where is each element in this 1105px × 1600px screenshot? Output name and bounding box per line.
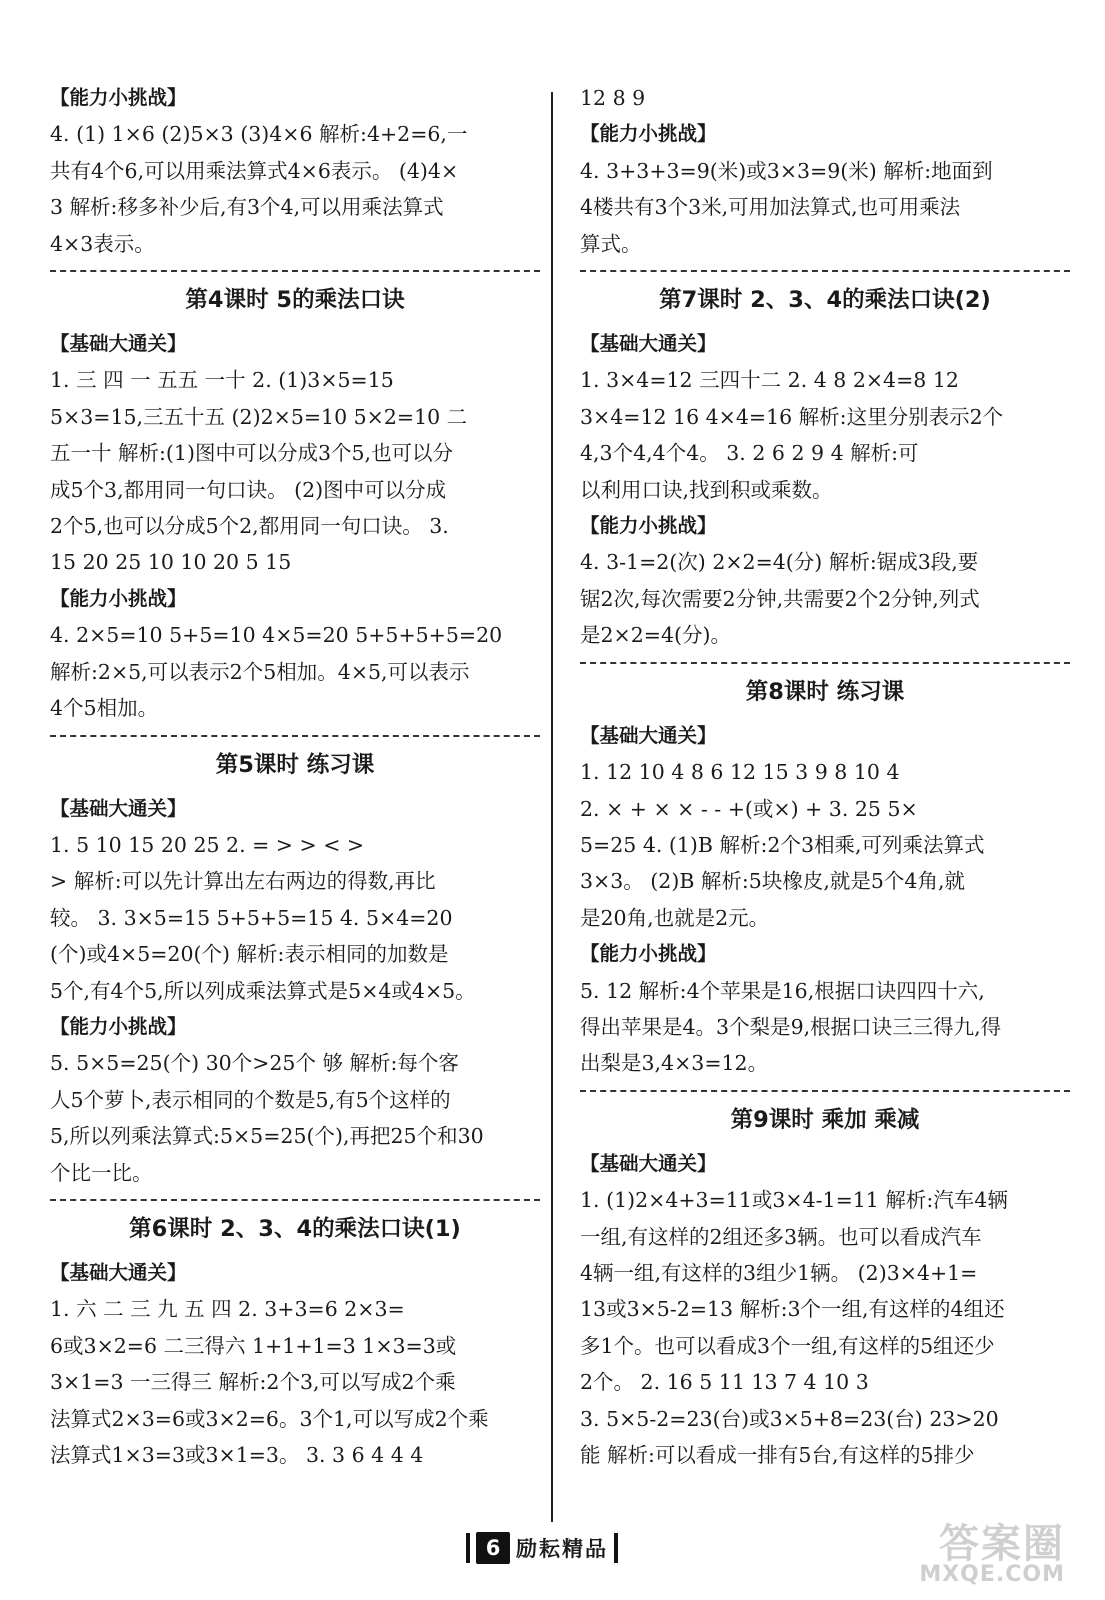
text-line: 4. (1) 1×6 (2)5×3 (3)4×6 解析:4+2=6,一 bbox=[50, 122, 468, 147]
section-title: 第9课时 乘加 乘减 bbox=[730, 1106, 920, 1133]
text-line: 4×3表示。 bbox=[50, 231, 155, 256]
text-line: 2个。 2. 16 5 11 13 7 4 10 3 bbox=[580, 1370, 869, 1395]
section-tag: 【基础大通关】 bbox=[580, 723, 717, 747]
section-tag: 【基础大通关】 bbox=[580, 332, 717, 356]
section-tag: 【能力小挑战】 bbox=[50, 586, 187, 610]
text-line: 一组,有这样的2组还多3辆。也可以看成汽车 bbox=[580, 1224, 982, 1249]
page-footer bbox=[466, 1528, 618, 1568]
text-line: 4. 3+3+3=9(米)或3×3=9(米) 解析:地面到 bbox=[580, 158, 993, 183]
text-line: 3 解析:移多补少后,有3个4,可以用乘法算式 bbox=[50, 195, 444, 220]
section-tag: 【能力小挑战】 bbox=[50, 1014, 187, 1038]
section-title: 第5课时 练习课 bbox=[215, 751, 375, 778]
section-tag: 【基础大通关】 bbox=[50, 332, 187, 356]
text-line: 3. 5×5-2=23(台)或3×5+8=23(台) 23>20 bbox=[580, 1406, 999, 1431]
text-line: 共有4个6,可以用乘法算式4×6表示。 (4)4× bbox=[50, 158, 459, 183]
text-line: > 解析:可以先计算出左右两边的得数,再比 bbox=[50, 869, 436, 894]
text-line: 算式。 bbox=[580, 231, 642, 256]
text-line: 1. 3×4=12 三四十二 2. 4 8 2×4=8 12 bbox=[580, 368, 959, 393]
section-tag: 【能力小挑战】 bbox=[50, 86, 187, 109]
section-divider bbox=[50, 1199, 540, 1201]
text-line: 多1个。也可以看成3个一组,有这样的5组还少 bbox=[580, 1333, 995, 1358]
section-divider bbox=[580, 270, 1070, 272]
text-line: 是20角,也就是2元。 bbox=[580, 905, 770, 930]
text-line: 2个5,也可以分成5个2,都用同一句口诀。 3. bbox=[50, 514, 449, 539]
text-line: 个比一比。 bbox=[50, 1160, 153, 1185]
text-line: 5×3=15,三五十五 (2)2×5=10 5×2=10 二 bbox=[50, 404, 468, 429]
watermark-logo bbox=[895, 1512, 1065, 1592]
text-line: 4. 2×5=10 5+5=10 4×5=20 5+5+5+5=20 bbox=[50, 623, 503, 648]
text-line: 4辆一组,有这样的3组少1辆。 (2)3×4+1= bbox=[580, 1260, 978, 1285]
text-line: 法算式2×3=6或3×2=6。3个1,可以写成2个乘 bbox=[50, 1406, 489, 1431]
text-line: 3×3。 (2)B 解析:5块橡皮,就是5个4角,就 bbox=[580, 869, 965, 894]
text-line: (个)或4×5=20(个) 解析:表示相同的加数是 bbox=[50, 942, 449, 967]
text-line: 3×4=12 16 4×4=16 解析:这里分别表示2个 bbox=[580, 404, 1004, 429]
text-line: 出梨是3,4×3=12。 bbox=[580, 1051, 769, 1076]
footer-bar-right bbox=[614, 1533, 618, 1563]
watermark-line1: 答案圈 bbox=[939, 1521, 1065, 1567]
text-line: 4楼共有3个3米,可用加法算式,也可用乘法 bbox=[580, 195, 961, 220]
section-tag: 【能力小挑战】 bbox=[580, 122, 717, 146]
text-line: 是2×2=4(分)。 bbox=[580, 623, 731, 648]
text-line: 法算式1×3=3或3×1=3。 3. 3 6 4 4 4 bbox=[50, 1443, 424, 1467]
text-line: 较。 3. 3×5=15 5+5+5=15 4. 5×4=20 bbox=[50, 905, 453, 930]
section-title: 第4课时 5的乘法口诀 bbox=[185, 287, 405, 314]
text-line: 4,3个4,4个4。 3. 2 6 2 9 4 解析:可 bbox=[580, 441, 919, 466]
brand-name: 励耘精品 bbox=[516, 1537, 608, 1561]
text-line: 5=25 4. (1)B 解析:2个3相乘,可列乘法算式 bbox=[580, 832, 985, 857]
column-divider bbox=[551, 92, 553, 1522]
text-line: 1. 三 四 一 五五 一十 2. (1)3×5=15 bbox=[50, 368, 394, 393]
section-title: 第6课时 2、3、4的乘法口诀(1) bbox=[129, 1215, 461, 1242]
text-line: 得出苹果是4。3个梨是9,根据口诀三三得九,得 bbox=[580, 1014, 1002, 1039]
section-tag: 【基础大通关】 bbox=[50, 1260, 187, 1284]
text-line: 5. 12 解析:4个苹果是16,根据口诀四四十六, bbox=[580, 978, 985, 1003]
text-line: 15 20 25 10 10 20 5 15 bbox=[50, 550, 292, 575]
text-line: 1. 六 二 三 九 五 四 2. 3+3=6 2×3= bbox=[50, 1297, 405, 1322]
text-line: 1. 12 10 4 8 6 12 15 3 9 8 10 4 bbox=[580, 760, 900, 785]
section-title: 第7课时 2、3、4的乘法口诀(2) bbox=[659, 287, 991, 314]
section-divider bbox=[580, 1090, 1070, 1092]
section-tag: 【基础大通关】 bbox=[580, 1151, 717, 1175]
right-column bbox=[580, 80, 1070, 1473]
text-line: 4. 3-1=2(次) 2×2=4(分) 解析:锯成3段,要 bbox=[580, 550, 979, 575]
text-line: 3×1=3 一三得三 解析:2个3,可以写成2个乘 bbox=[50, 1370, 456, 1395]
text-line: 锯2次,每次需要2分钟,共需要2个2分钟,列式 bbox=[580, 586, 980, 611]
section-divider bbox=[50, 735, 540, 737]
text-line: 人5个萝卜,表示相同的个数是5,有5个这样的 bbox=[50, 1087, 451, 1112]
text-line: 五一十 解析:(1)图中可以分成3个5,也可以分 bbox=[50, 441, 454, 466]
text-line: 以利用口诀,找到积或乘数。 bbox=[580, 477, 833, 502]
footer-bar-left bbox=[466, 1533, 470, 1563]
section-title: 第8课时 练习课 bbox=[745, 678, 905, 705]
watermark-line2: MXQE.COM bbox=[919, 1562, 1065, 1587]
text-line: 能 解析:可以看成一排有5台,有这样的5排少 bbox=[580, 1443, 975, 1467]
section-tag: 【能力小挑战】 bbox=[580, 514, 717, 538]
text-line: 5个,有4个5,所以列成乘法算式是5×4或4×5。 bbox=[50, 978, 476, 1003]
section-tag: 【能力小挑战】 bbox=[580, 942, 717, 966]
text-line: 13或3×5-2=13 解析:3个一组,有这样的4组还 bbox=[580, 1297, 1005, 1322]
text-line: 2. × + × × - - +(或×) + 3. 25 5× bbox=[580, 796, 918, 821]
text-line: 1. 5 10 15 20 25 2. = > > < > bbox=[50, 832, 365, 857]
text-line: 成5个3,都用同一句口诀。 (2)图中可以分成 bbox=[50, 477, 447, 502]
text-line: 4个5相加。 bbox=[50, 696, 159, 721]
section-divider bbox=[50, 270, 540, 272]
text-line: 5,所以列乘法算式:5×5=25(个),再把25个和30 bbox=[50, 1124, 484, 1149]
text-line: 1. (1)2×4+3=11或3×4-1=11 解析:汽车4辆 bbox=[580, 1188, 1008, 1213]
text-line: 5. 5×5=25(个) 30个>25个 够 解析:每个客 bbox=[50, 1051, 459, 1076]
left-column bbox=[50, 80, 540, 1473]
text-line: 12 8 9 bbox=[580, 86, 646, 110]
page-number: 6 bbox=[476, 1532, 510, 1564]
text-line: 解析:2×5,可以表示2个5相加。4×5,可以表示 bbox=[50, 659, 470, 684]
section-divider bbox=[580, 662, 1070, 664]
section-tag: 【基础大通关】 bbox=[50, 796, 187, 820]
text-line: 6或3×2=6 二三得六 1+1+1=3 1×3=3或 bbox=[50, 1333, 457, 1358]
